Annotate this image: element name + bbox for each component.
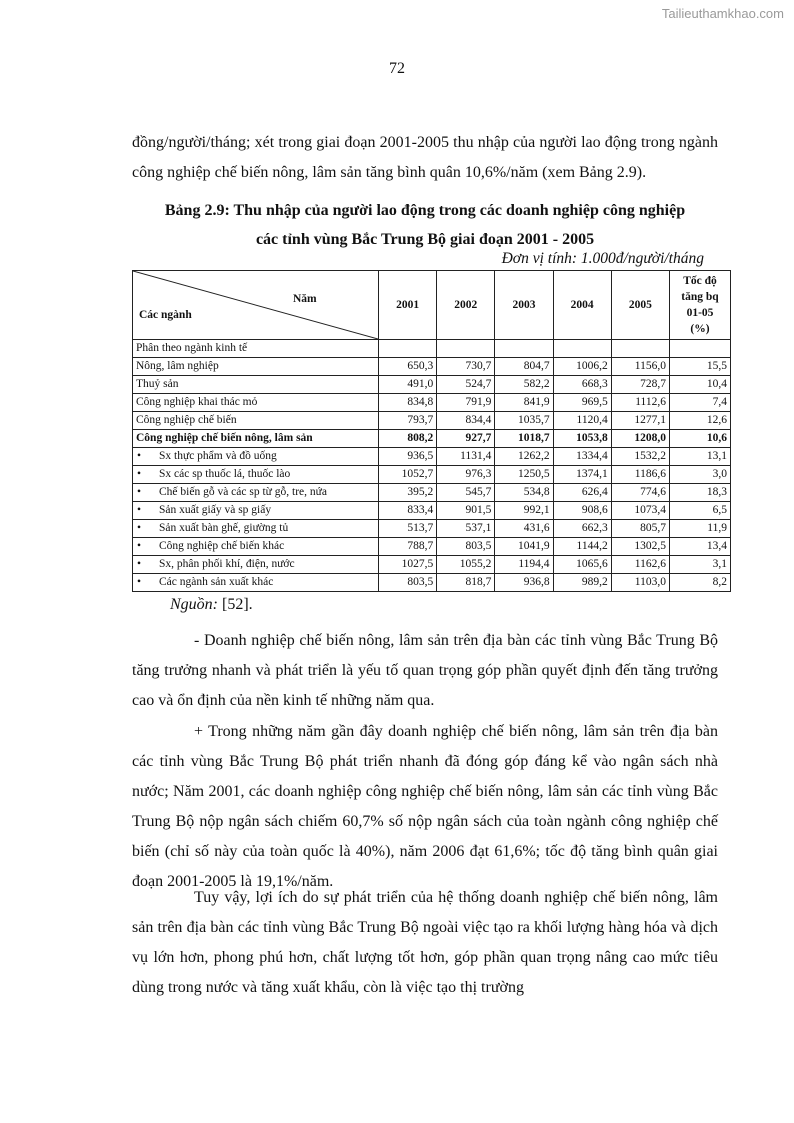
value-cell: 1120,4 (553, 412, 611, 430)
row-name (133, 556, 379, 574)
value-cell: 1277,1 (611, 412, 669, 430)
year-header-2002: 2002 (437, 271, 495, 340)
value-cell: 1006,2 (553, 358, 611, 376)
row-name (133, 484, 379, 502)
value-cell: 545,7 (437, 484, 495, 502)
table-unit: Đơn vị tính: 1.000đ/người/tháng (501, 250, 704, 267)
year-header-2003: 2003 (495, 271, 553, 340)
table-row (133, 376, 731, 394)
growth-cell: 13,4 (670, 538, 731, 556)
value-cell: 1532,2 (611, 448, 669, 466)
income-table (132, 270, 731, 592)
value-cell: 1065,6 (553, 556, 611, 574)
bullet-icon: • (137, 486, 142, 498)
value-cell: 582,2 (495, 376, 553, 394)
value-cell: 1186,6 (611, 466, 669, 484)
year-header-label: Năm (293, 293, 317, 305)
value-cell: 1262,2 (495, 448, 553, 466)
watermark: Tailieuthamkhao.com (661, 6, 784, 21)
value-cell: 1041,9 (495, 538, 553, 556)
table-title-line-1: Bảng 2.9: Thu nhập của người lao động trong các doanh nghiệp công nghiệp (164, 202, 686, 219)
value-cell: 818,7 (437, 574, 495, 592)
value-cell: 833,4 (379, 502, 437, 520)
bullet-icon: • (137, 576, 142, 588)
growth-header (670, 271, 731, 340)
value-cell: 1156,0 (611, 358, 669, 376)
table-row (133, 412, 731, 430)
growth-cell: 7,4 (670, 394, 731, 412)
value-cell: 1374,1 (553, 466, 611, 484)
value-cell: 1131,4 (437, 448, 495, 466)
row-name (133, 502, 379, 520)
bullet-icon: • (137, 558, 142, 570)
growth-header-line: (%) (690, 323, 710, 335)
growth-cell: 12,6 (670, 412, 731, 430)
growth-cell: 11,9 (670, 520, 731, 538)
growth-cell: 8,2 (670, 574, 731, 592)
row-name-text: Sx các sp thuốc lá, thuốc lào (159, 468, 291, 480)
value-cell: 524,7 (437, 376, 495, 394)
row-name-text: Sx thực phẩm và đồ uống (159, 450, 277, 462)
table-row (133, 358, 731, 376)
row-name-text: Sản xuất bàn ghế, giường tủ (159, 522, 289, 534)
row-name (133, 466, 379, 484)
value-cell: 774,6 (611, 484, 669, 502)
table-row (133, 520, 731, 538)
value-cell: 793,7 (379, 412, 437, 430)
row-name (133, 430, 379, 448)
value-cell: 431,6 (495, 520, 553, 538)
bullet-icon: • (137, 504, 142, 516)
value-cell: 805,7 (611, 520, 669, 538)
diagonal-header-cell (133, 271, 379, 340)
table-row (133, 556, 731, 574)
row-name (133, 448, 379, 466)
value-cell: 730,7 (437, 358, 495, 376)
source-note (170, 596, 253, 614)
paragraph-3: + Trong những năm gần đây doanh nghiệp chế biến nông, lâm sản trên địa bàn các tỉnh vùng Bắc Trung Bộ phát triển nhanh đã đóng góp đáng kể vào ngân sách nhà nước; Năm 2001, các doanh nghiệp công nghiệp chế biến nông, lâm sản các tỉnh vùng Bắc Trung Bộ nộp ngân sách chiếm 60,7% số nộp ngân sách của toàn ngành công nghiệp chế biến (chỉ số này của toàn quốc là 40%), năm 2006 đạt 61,6%; tốc độ tăng bình quân giai đoạn 2001-2005 là 19,1%/năm. (132, 723, 718, 890)
value-cell: 1055,2 (437, 556, 495, 574)
value-cell: 395,2 (379, 484, 437, 502)
value-cell: 1334,4 (553, 448, 611, 466)
row-name (133, 520, 379, 538)
value-cell: 1027,5 (379, 556, 437, 574)
value-cell: 1144,2 (553, 538, 611, 556)
row-name-text: Nông, lâm nghiệp (136, 360, 219, 372)
row-name-text: Công nghiệp khai thác mỏ (136, 396, 258, 408)
row-name-text: Công nghiệp chế biến nông, lâm sản (136, 432, 313, 444)
growth-cell: 18,3 (670, 484, 731, 502)
value-cell: 992,1 (495, 502, 553, 520)
row-name-text: Thuỷ sản (136, 378, 179, 390)
growth-cell: 3,0 (670, 466, 731, 484)
value-cell: 834,8 (379, 394, 437, 412)
value-cell: 662,3 (553, 520, 611, 538)
row-name (133, 538, 379, 556)
empty-cell (611, 340, 669, 358)
value-cell: 1073,4 (611, 502, 669, 520)
table-title-line-2: các tỉnh vùng Bắc Trung Bộ giai đoạn 2001 - 2005 (255, 231, 595, 248)
growth-cell: 10,4 (670, 376, 731, 394)
table-row (133, 466, 731, 484)
value-cell: 1250,5 (495, 466, 553, 484)
paragraph-2: - Doanh nghiệp chế biến nông, lâm sản trên địa bàn các tỉnh vùng Bắc Trung Bộ tăng trưởng nhanh và phát triển là yếu tố quan trọng góp phần quyết định đến tăng trưởng cao và ổn định của nền kinh tế những năm qua. (132, 632, 718, 709)
row-name (133, 394, 379, 412)
value-cell: 1018,7 (495, 430, 553, 448)
value-cell: 1052,7 (379, 466, 437, 484)
growth-header-line: 01-05 (686, 307, 714, 319)
year-header-2004: 2004 (553, 271, 611, 340)
intro-paragraph: đồng/người/tháng; xét trong giai đoạn 2001-2005 thu nhập của người lao động trong ngành công nghiệp chế biến nông, lâm sản tăng bình quân 10,6%/năm (xem Bảng 2.9). (132, 134, 718, 181)
value-cell: 1112,6 (611, 394, 669, 412)
row-name (133, 574, 379, 592)
table-row (133, 484, 731, 502)
bullet-icon: • (137, 540, 142, 552)
table-row (133, 394, 731, 412)
value-cell: 1194,4 (495, 556, 553, 574)
value-cell: 936,5 (379, 448, 437, 466)
row-name (133, 358, 379, 376)
value-cell: 803,5 (437, 538, 495, 556)
value-cell: 936,8 (495, 574, 553, 592)
value-cell: 1302,5 (611, 538, 669, 556)
value-cell: 901,5 (437, 502, 495, 520)
section-label: Phân theo ngành kinh tế (133, 340, 379, 358)
value-cell: 788,7 (379, 538, 437, 556)
value-cell: 668,3 (553, 376, 611, 394)
value-cell: 626,4 (553, 484, 611, 502)
table-row (133, 430, 731, 448)
page-number: 72 (389, 60, 405, 77)
value-cell: 1053,8 (553, 430, 611, 448)
value-cell: 808,2 (379, 430, 437, 448)
table-title (132, 196, 718, 254)
growth-header-line: Tốc độ (683, 275, 717, 287)
value-cell: 1103,0 (611, 574, 669, 592)
value-cell: 969,5 (553, 394, 611, 412)
empty-cell (437, 340, 495, 358)
value-cell: 534,8 (495, 484, 553, 502)
value-cell: 989,2 (553, 574, 611, 592)
source-label: Nguồn: (170, 596, 218, 613)
table-row (133, 538, 731, 556)
value-cell: 804,7 (495, 358, 553, 376)
source-ref: [52]. (218, 596, 253, 613)
diagonal-line (133, 271, 378, 339)
value-cell: 491,0 (379, 376, 437, 394)
year-header-2005: 2005 (611, 271, 669, 340)
row-name-text: Công nghiệp chế biến (136, 414, 237, 426)
growth-header-line: tăng bq (681, 291, 719, 303)
bullet-icon: • (137, 450, 142, 462)
value-cell: 791,9 (437, 394, 495, 412)
growth-cell: 15,5 (670, 358, 731, 376)
row-name (133, 412, 379, 430)
row-name-text: Chế biến gỗ và các sp từ gỗ, tre, nứa (159, 486, 327, 498)
bullet-icon: • (137, 522, 142, 534)
growth-cell: 6,5 (670, 502, 731, 520)
value-cell: 513,7 (379, 520, 437, 538)
growth-cell: 3,1 (670, 556, 731, 574)
table-row (133, 448, 731, 466)
value-cell: 728,7 (611, 376, 669, 394)
sector-header-label: Các ngành (139, 309, 192, 321)
value-cell: 1208,0 (611, 430, 669, 448)
table-body (133, 340, 731, 592)
empty-cell (495, 340, 553, 358)
row-name-text: Sản xuất giấy và sp giấy (159, 504, 272, 516)
bullet-icon: • (137, 468, 142, 480)
value-cell: 841,9 (495, 394, 553, 412)
growth-cell: 13,1 (670, 448, 731, 466)
year-header-2001: 2001 (379, 271, 437, 340)
paragraph-4: Tuy vậy, lợi ích do sự phát triển của hệ thống doanh nghiệp chế biến nông, lâm sản trên địa bàn các tỉnh vùng Bắc Trung Bộ ngoài việc tạo ra khối lượng hàng hóa và dịch vụ lớn hơn, phong phú hơn, chất lượng tốt hơn, góp phần quan trọng nâng cao mức tiêu dùng trong nước và tăng xuất khẩu, còn là việc tạo thị trường (132, 889, 718, 996)
value-cell: 908,6 (553, 502, 611, 520)
section-row (133, 340, 731, 358)
empty-cell (553, 340, 611, 358)
empty-cell (670, 340, 731, 358)
value-cell: 537,1 (437, 520, 495, 538)
value-cell: 650,3 (379, 358, 437, 376)
row-name-text: Sx, phân phối khí, điện, nước (159, 558, 295, 570)
row-name-text: Các ngành sản xuất khác (159, 576, 274, 588)
growth-cell: 10,6 (670, 430, 731, 448)
value-cell: 1035,7 (495, 412, 553, 430)
value-cell: 834,4 (437, 412, 495, 430)
empty-cell (379, 340, 437, 358)
table-row (133, 502, 731, 520)
table-header-row (133, 271, 731, 340)
value-cell: 927,7 (437, 430, 495, 448)
row-name (133, 376, 379, 394)
value-cell: 803,5 (379, 574, 437, 592)
row-name-text: Công nghiệp chế biến khác (159, 540, 285, 552)
value-cell: 1162,6 (611, 556, 669, 574)
value-cell: 976,3 (437, 466, 495, 484)
table-row (133, 574, 731, 592)
